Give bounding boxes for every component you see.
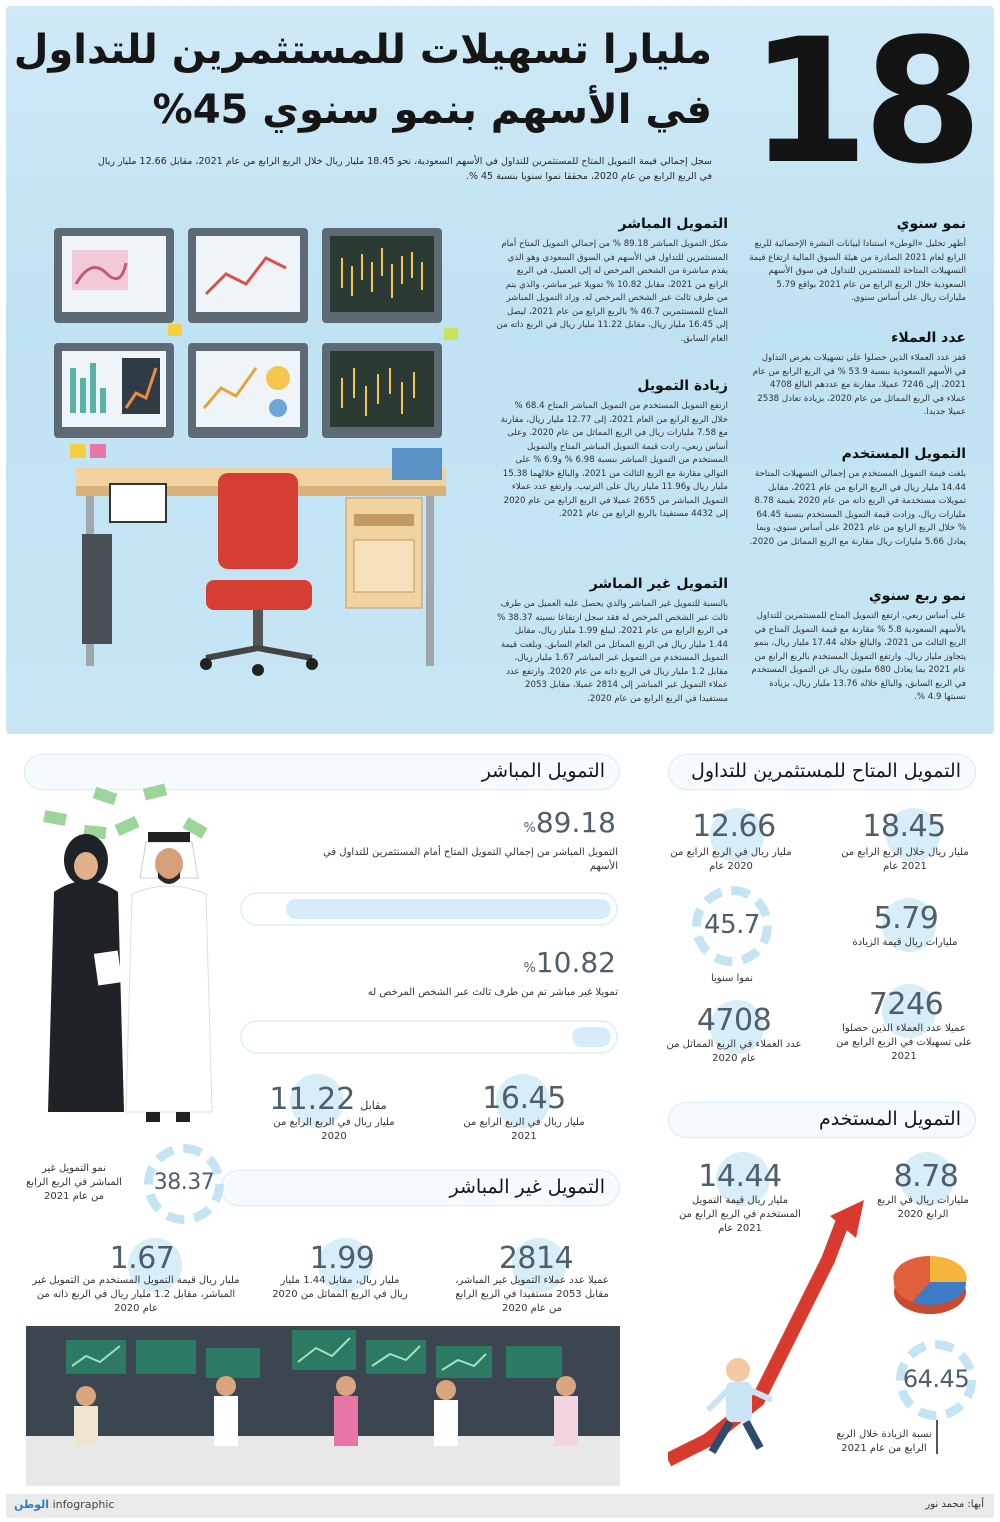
- direct-q4-2021-label: مليار ريال في الربع الرابع من 2021: [463, 1117, 585, 1142]
- direct-share-bar-fill: [286, 899, 611, 919]
- used-q4-2021-label: مليار ريال قيمة التمويل المستخدم في الربع الرابع من 2021 عام: [679, 1195, 801, 1234]
- couple-illustration: [24, 782, 234, 1132]
- indirect-financing-body: بالنسبة للتمويل غير المباشر والذي يحصل عليه العميل من طرف ثالث عبر الشخص المرخص له فقد سجل ارتفاعا نسبته 38.37 % في الربع الرابع من عام 2021، ليبلغ 1.99 مليار ريال، مقابل 1.44 مليار ريال في الربع المماثل من العام السابق. وبلغت قيمة التمويل المستخدم من التمويل غير المباشر 1.67 مليار ريال، مقابل 1.2 مليار ريال في الربع ذاته من عام 2020. وارتفع عدد عملاء التمويل غير المباشر إلى 2814 عميلا، مقابل 2053 مستفيدا في الربع الرابع من عام 2020.: [497, 599, 728, 704]
- indirect-used-label: مليار ريال قيمة التمويل المستخدم من التمويل غير المباشر، مقابل 1.2 مليار ريال في الربع ذاته من عام 2020: [32, 1275, 240, 1314]
- footer-brand: الوطن infographic: [14, 1498, 115, 1511]
- used-growth-label: نسبة الزيادة خلال الربع الرابع من عام 2021: [836, 1429, 932, 1454]
- clients-2020-value: 4708: [696, 1003, 772, 1038]
- clients-2021-label: عميلا عدد العملاء الذين حصلوا على تسهيلات في الربع الرابع من 2021: [836, 1023, 972, 1062]
- headline-number: 18: [749, 6, 977, 202]
- clients-2021-value: 7246: [868, 987, 944, 1022]
- clients-2020-label: عدد العملاء في الربع المماثل من عام 2020: [666, 1039, 802, 1064]
- available-financing-title: التمويل المتاح للمستثمرين للتداول: [668, 754, 976, 790]
- indirect-financing-section-title: التمويل غير المباشر: [220, 1170, 620, 1206]
- direct-q4-2021-value: 16.45: [482, 1081, 566, 1116]
- office-chair: [200, 473, 318, 676]
- direct-q4-2020-value: مقابل 11.22: [269, 1082, 387, 1117]
- clients-body: قفز عدد العملاء الذين حصلوا على تسهيلات بغرض التداول في الأسهم السعودية بنسبة 53.9 % في الربع الرابع من عام 2021، إلى 7246 عميلا، مقارنة مع عددهم البالغ 4708 عملاء في الربع المماثل من عام 2020، بزيادة تعادل 2538 عميلا جديدا.: [752, 353, 966, 417]
- clients-title: عدد العملاء: [891, 330, 966, 346]
- available-growth-value: 45.7: [704, 910, 760, 940]
- available-q4-2021-value: 18.45: [862, 809, 946, 844]
- direct-share-bar: [240, 892, 618, 926]
- available-q4-2020-label: مليار ريال في الربع الرابع من 2020 عام: [670, 847, 792, 872]
- direct-q4-2020-label: مليار ريال في الربع الرابع من 2020: [273, 1117, 395, 1142]
- indirect-share-bar: [240, 1020, 618, 1054]
- indirect-financing-title: التمويل غير المباشر: [589, 576, 728, 592]
- indirect-clients-value: 2814: [498, 1241, 574, 1276]
- headline-line-1: مليارا تسهيلات للمستثمرين للتداول: [13, 27, 712, 73]
- financing-increase-body: ارتفع التمويل المستخدم من التمويل المباشر المتاح 68.4 % خلال الربع الرابع من العام 2021، إلى 12.77 مليار ريال، مقارنة مع 7.58 مليارات ريال في الربع المماثل من عام 2020. وعلى أساس ربعي، زادت قيمة التمويل المباشر المتاح والتمويل المستخدم من التمويل المباشر بنسبة 6.98 % و6.9 % على التوالي مقارنة مع الربع الثالث من 2021، والبالغ خلالهما 15.38 مليار ريال و11.96 مليار ريال على الترتيب. وارتفع عدد عملاء التمويل المباشر من 2655 عميلا في الربع الرابع من عام 2020 إلى 4432 مستفيدا بالربع الرابع من عام 2021.: [500, 401, 728, 519]
- top-panel: [6, 6, 994, 734]
- trading-desk-illustration: [46, 218, 476, 698]
- used-q4-2020-label: مليارات ريال في الربع الرابع 2020: [877, 1195, 969, 1220]
- direct-share-value: %89.18: [523, 806, 616, 839]
- indirect-share-label: تمويلا غير مباشر تم من طرف ثالث عبر الشخص المرخص له: [367, 987, 618, 998]
- used-q4-2020-value: 8.78: [893, 1159, 959, 1194]
- annual-growth-body: أظهر تحليل «الوطن» استنادا لبيانات النشرة الإحصائية للربع الرابع لعام 2021 الصادرة من هيئة السوق المالية ارتفاع قيمة التسهيلات المتاحة للمستثمرين للتداول في سوق الأسهم السعودية خلال الربع الرابع من عام 2021 بواقع 5.79 مليارات ريال على أساس سنوي.: [749, 239, 966, 303]
- headline-line-2: في الأسهم بنمو سنوي 45%: [152, 87, 712, 133]
- footer-credit: أبها: محمد نور: [925, 1499, 984, 1510]
- direct-financing-title: التمويل المباشر: [618, 216, 728, 232]
- direct-financing-body: شكل التمويل المباشر 89.18 % من إجمالي التمويل المتاح أمام المستثمرين للتداول في الأسهم في السوق السعودي وهو الذي يقدم مباشرة من الشخص المرخص له إلى العميل، في الربع الرابع من 2021، مقابل 10.82 % تمويلا غير مباشر، والذي يتم من طرف ثالث عبر الشخص المرخص له. وزاد التمويل المباشر المتاح للمستثمرين 46.7 % بالربع الرابع من عام 2021، ليصل إلى 16.45 مليار ريال، مقابل 11.22 مليار ريال في الربع ذاته من العام السابق.: [496, 239, 728, 344]
- indirect-available-value: 1.99: [309, 1241, 375, 1276]
- used-financing-section-title: التمويل المستخدم: [668, 1102, 976, 1138]
- footer: [6, 1494, 994, 1518]
- quarterly-growth-title: نمو ربع سنوي: [868, 588, 966, 604]
- monitor-row-bottom: [54, 343, 442, 438]
- indirect-clients-label: عميلا عدد عملاء التمويل غير المباشر، مقابل 2053 مستفيدا في الربع الرابع من عام 2020: [455, 1275, 609, 1314]
- indirect-available-label: مليار ريال، مقابل 1.44 مليار ريال في الربع المماثل من 2020: [272, 1275, 408, 1300]
- available-increase-value: 5.79: [873, 901, 939, 936]
- used-financing-title: التمويل المستخدم: [841, 446, 966, 462]
- trading-floor-illustration: [26, 1326, 620, 1486]
- indirect-share-bar-fill: [572, 1027, 611, 1047]
- available-q4-2020-value: 12.66: [692, 809, 776, 844]
- financing-increase-title: زيادة التمويل: [637, 378, 728, 394]
- indirect-growth-label: نمو التمويل غير المباشر في الربع الرابع من عام 2021: [26, 1163, 122, 1202]
- connector-line: [936, 1420, 938, 1454]
- available-q4-2021-label: مليار ريال خلال الربع الرابع من 2021 عام: [841, 847, 969, 872]
- indirect-used-value: 1.67: [109, 1241, 175, 1276]
- indirect-growth-value: 38.37: [153, 1170, 215, 1195]
- available-increase-label: مليارات ريال قيمة الزيادة: [852, 937, 958, 948]
- used-q4-2021-value: 14.44: [698, 1159, 782, 1194]
- quarterly-growth-body: على أساس ربعي، ارتفع التمويل المتاح للمستثمرين للتداول بالأسهم السعودية 5.8 % مقارنة مع قيمة التمويل المتاح في الربع الثالث من 2021، والبالغ خلاله 17.44 مليار ريال، بنمو يتجاوز مليار ريال. وارتفع التمويل المستخدم بالربع الرابع من عام 2021 بما يعادل 680 مليون ريال عن التمويل المستخدم في الربع السابق، والبالغ خلاله 13.76 مليار ريال، بزيادة نسبتها 4.9 %.: [751, 611, 966, 702]
- pie-chart-icon: [890, 1250, 970, 1320]
- available-growth-label: نموا سنويا: [710, 973, 754, 984]
- direct-financing-section-title: التمويل المباشر: [24, 754, 620, 790]
- used-growth-value: 64.45: [902, 1365, 970, 1393]
- used-financing-body: بلغت قيمة التمويل المستخدم من إجمالي التسهيلات المتاحة 14.44 مليار ريال في الربع الرابع من عام 2021، مقابل تمويلات مستخدمة في الربع ذاته من عام 2020 بقيمة 8.78 مليارات ريال، وزادت قيمة التمويل المستخدم بنسبة 64.45 % خلال الربع الرابع من عام 2021 على أساس سنوي، وبما يعادل 5.66 مليارات ريال مقارنة مع الربع المماثل من 2020.: [749, 469, 966, 547]
- monitor-row-top: [54, 228, 442, 323]
- intro-paragraph: سجل إجمالي قيمة التمويل المتاح للمستثمرين للتداول في الأسهم السعودية، نحو 18.45 مليار ريال خلال الربع الرابع من عام 2021، مقابل 12.66 مليار ريال في الربع الرابع من عام 2020، محققا نموا سنويا بنسبة 45 %.: [97, 156, 712, 182]
- direct-share-label: التمويل المباشر من إجمالي التمويل المتاح أمام المستثمرين للتداول في الأسهم: [323, 847, 618, 872]
- annual-growth-title: نمو سنوي: [896, 216, 966, 232]
- indirect-share-value: %10.82: [523, 946, 616, 979]
